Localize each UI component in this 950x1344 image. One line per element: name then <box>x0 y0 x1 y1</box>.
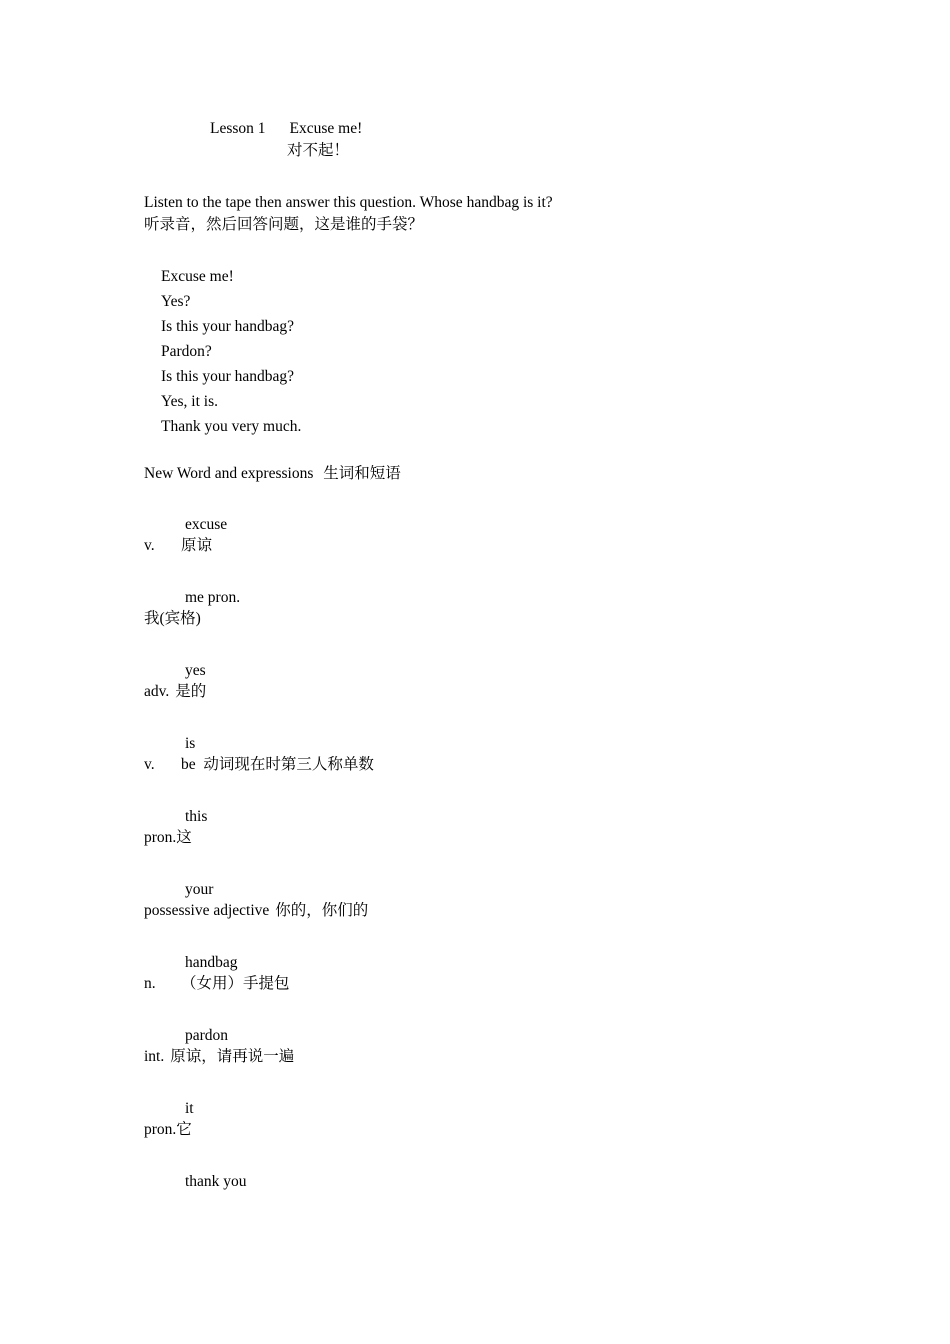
vocab-pos: possessive adjective <box>144 902 270 919</box>
vocab-word: pardon <box>185 1027 229 1044</box>
vocab-word: yes <box>185 662 206 679</box>
vocab-definition <box>144 611 201 627</box>
vocabulary-heading-zh: 生词和短语 <box>323 465 401 482</box>
lesson-title-en: Excuse me! <box>289 120 363 137</box>
vocab-definition <box>144 1049 294 1065</box>
lesson-title-zh: 对不起！ <box>287 142 350 159</box>
instruction-zh: 听录音，然后回答问题，这是谁的手袋？ <box>144 216 424 233</box>
vocab-meaning: （女用）手提包 <box>181 975 290 992</box>
dialogue-line: Yes? <box>161 293 191 310</box>
vocab-word: is <box>185 735 196 752</box>
dialogue-line: Pardon? <box>161 343 212 360</box>
vocab-meaning: 是的 <box>175 683 207 700</box>
vocab-pos: n. <box>144 975 156 992</box>
dialogue-line: Excuse me! <box>161 268 234 285</box>
vocab-word: it <box>185 1100 194 1117</box>
vocab-word: this <box>185 808 208 825</box>
vocab-pos: int. <box>144 1048 165 1065</box>
vocab-pos: v. <box>144 756 155 773</box>
vocab-word: excuse <box>185 516 228 533</box>
dialogue <box>161 269 301 444</box>
vocab-meaning: 原谅 <box>181 537 213 554</box>
dialogue-line: Yes, it is. <box>161 393 219 410</box>
vocab-meaning: 我(宾格) <box>144 610 201 627</box>
dialogue-line: Is this your handbag? <box>161 318 295 335</box>
lesson-number: Lesson 1 <box>210 120 266 137</box>
vocab-definition <box>144 830 192 846</box>
vocabulary-heading-en: New Word and expressions <box>144 465 314 482</box>
vocab-definition <box>144 976 290 992</box>
vocab-definition <box>144 684 206 700</box>
vocab-meaning: be 动词现在时第三人称单数 <box>181 756 374 773</box>
vocabulary-heading <box>144 466 401 482</box>
vocab-definition <box>144 757 374 773</box>
vocab-definition <box>144 538 212 554</box>
dialogue-line: Thank you very much. <box>161 418 302 435</box>
vocab-meaning: 它 <box>176 1121 192 1138</box>
vocab-meaning: 这 <box>176 829 192 846</box>
vocab-pos: adv. <box>144 683 170 700</box>
dialogue-line: Is this your handbag? <box>161 368 295 385</box>
vocab-word: your <box>185 881 214 898</box>
vocab-meaning: 你的，你们的 <box>275 902 369 919</box>
vocab-definition <box>144 1122 192 1138</box>
vocab-word: thank you <box>185 1173 247 1190</box>
vocab-pos: v. <box>144 537 155 554</box>
lesson-title <box>210 121 362 137</box>
vocab-pos: pron. <box>144 829 177 846</box>
vocab-pos: pron. <box>144 1121 177 1138</box>
vocab-word: me pron. <box>185 589 241 606</box>
vocab-meaning: 原谅，请再说一遍 <box>170 1048 295 1065</box>
instruction-en: Listen to the tape then answer this question. Whose handbag is it? <box>144 194 553 211</box>
vocab-word: handbag <box>185 954 238 971</box>
vocab-definition <box>144 903 368 919</box>
